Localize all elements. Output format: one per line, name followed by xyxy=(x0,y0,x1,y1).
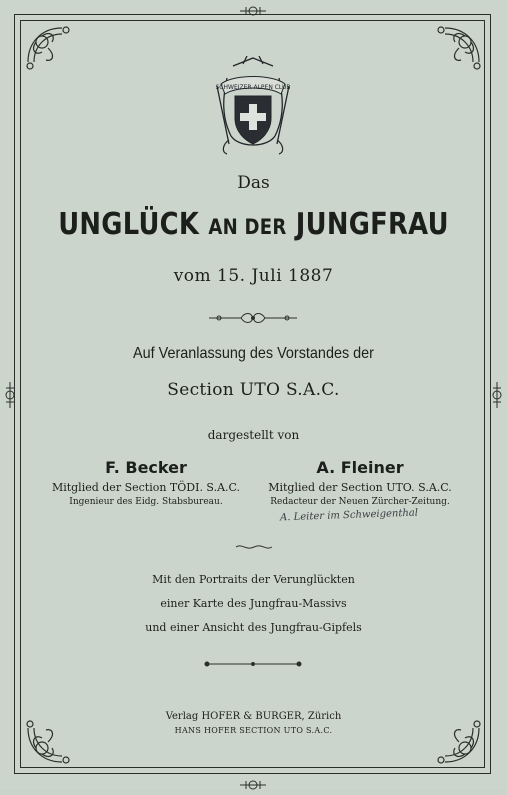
main-title xyxy=(35,207,471,242)
small-divider-icon xyxy=(234,536,274,555)
corner-ornament-icon xyxy=(419,22,485,88)
bottom-ornament-icon xyxy=(238,776,268,788)
corner-ornament-icon xyxy=(22,22,88,88)
title-date: vom 15. Juli 1887 xyxy=(173,266,334,286)
author-membership: Mitglied der Section TÖDI. S.A.C. xyxy=(51,481,241,494)
publisher-subline: HANS HOFER SECTION UTO S.A.C. xyxy=(174,726,333,735)
author-fleiner xyxy=(255,458,465,507)
publisher-line: Verlag HOFER & BURGER, Zürich xyxy=(165,711,342,722)
title-das: Das xyxy=(237,173,270,193)
contents-line: und einer Ansicht des Jungfrau-Gipfels xyxy=(145,621,362,634)
author-name: F. Becker xyxy=(105,458,187,477)
top-ornament-icon xyxy=(238,2,268,14)
contents-list xyxy=(0,568,507,640)
title-word-jungfrau: JUNGFRAU xyxy=(295,207,449,242)
author-occupation: Ingenieur des Eidg. Stabsbureau. xyxy=(69,497,223,507)
divider-ornament-icon xyxy=(207,310,299,329)
contents-line: Mit den Portraits der Verunglückten xyxy=(152,573,355,586)
crest-ribbon-text: SCHWEIZER ALPEN CLUB xyxy=(215,84,291,91)
author-name: A. Fleiner xyxy=(316,458,404,477)
bottom-divider-icon xyxy=(203,654,303,673)
contents-line: einer Karte des Jungfrau-Massivs xyxy=(160,597,347,610)
section-name: Section UTO S.A.C. xyxy=(167,380,340,400)
sac-crest-icon xyxy=(203,56,303,156)
presented-by: dargestellt von xyxy=(207,428,300,442)
author-becker xyxy=(40,458,252,507)
author-occupation: Redacteur der Neuen Zürcher-Zeitung. xyxy=(270,497,450,507)
author-membership: Mitglied der Section UTO. S.A.C. xyxy=(268,481,452,494)
title-word-ungluck: UNGLÜCK xyxy=(58,207,200,242)
occasion-line: Auf Veranlassung des Vorstandes der xyxy=(133,345,374,362)
handwritten-annotation: A. Leiter im Schweigenthal xyxy=(279,507,419,524)
title-word-an-der: AN DER xyxy=(208,215,287,239)
